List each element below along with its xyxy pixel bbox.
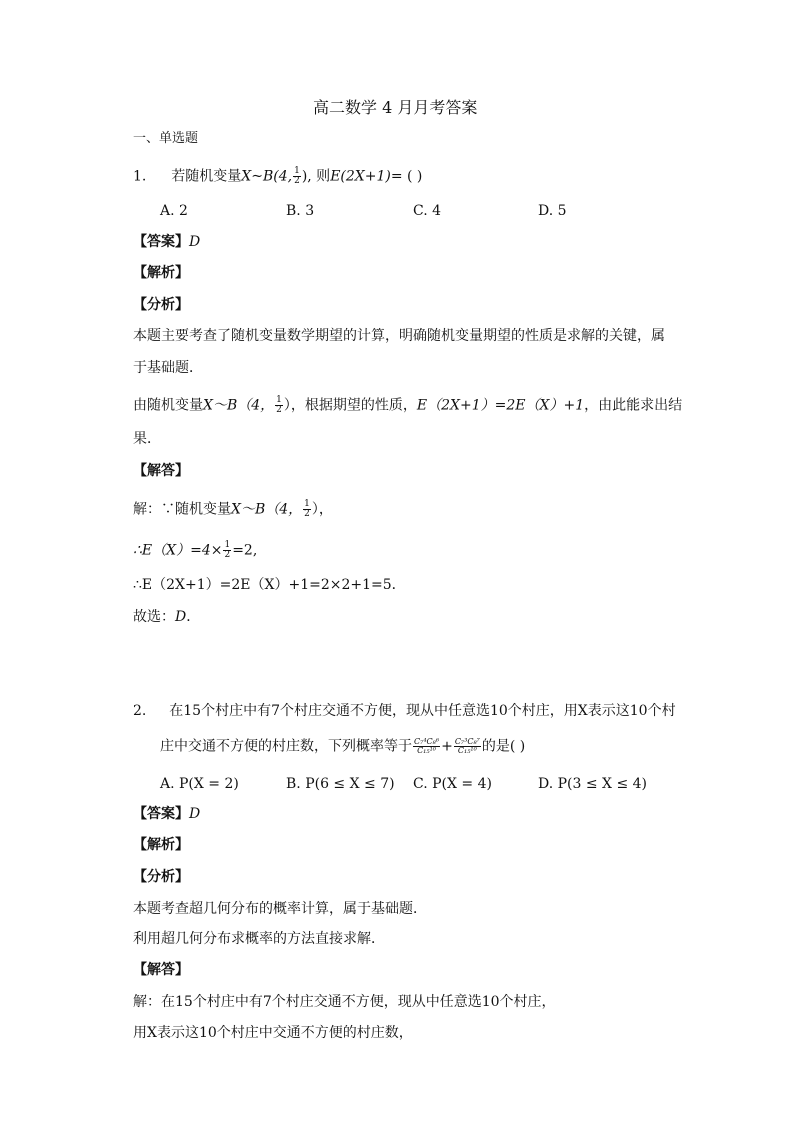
q1-fenxi-line1: 本题主要考查了随机变量数学期望的计算，明确随机变量期望的性质是求解的关键，属: [133, 328, 665, 344]
q2-option-c: C. P(X = 4): [413, 776, 492, 792]
q2-answer: 【答案】D: [133, 806, 201, 822]
q1-fenxi-line3: 由随机变量X～B（4， $\frac{1}{2}$ ），根据期望的性质，E（2X+1）=2E（X）+1，由此能求出结: [133, 395, 683, 415]
fraction: $\frac{1}{2}$: [304, 499, 310, 519]
q1-fenxi-line2: 于基础题．: [133, 360, 203, 376]
q2-solution-line2: 用X表示这10个村庄中交通不方便的村庄数，: [133, 1025, 413, 1041]
fraction: $\frac{1}{2}$: [276, 395, 282, 415]
q1-solution-line4: 故选：D．: [133, 609, 201, 625]
fraction: $\frac{1}{2}$: [224, 540, 231, 560]
q1-option-b: B. 3: [286, 203, 315, 219]
q2-stem-line2: 庄中交通不方便的村庄数，下列概率等于 $\frac{\text{C₇⁴C₈⁶}}{\text{C₁₅¹⁰}}$ + $\frac{\text{C₇³C₈⁷}}{\text{C₁₅¹⁰}}$ 的是( ): [160, 737, 526, 755]
q2-fenxi-line2: 利用超几何分布求概率的方法直接求解．: [133, 931, 385, 947]
q2-option-b: B. P(6 ≤ X ≤ 7): [286, 776, 395, 792]
binomial-fraction-1: $\frac{\text{C₇⁴C₈⁶}}{\text{C₁₅¹⁰}}$: [414, 737, 440, 755]
q1-option-d: D. 5: [538, 203, 567, 219]
q1-jiexi-heading: 【解析】: [133, 265, 189, 281]
q1-solution-line1: 解：∵随机变量X～B（4， $\frac{1}{2}$ ），: [133, 499, 333, 519]
q1-solution-line3: ∴E（2X+1）=2E（X）+1=2×2+1=5．: [133, 577, 406, 593]
q2-fenxi-line1: 本题考查超几何分布的概率计算，属于基础题．: [133, 901, 427, 917]
q1-stem: 1. 若随机变量X~B(4, $\frac{1}{2}$ ), 则E(2X+1)= ( ): [133, 166, 423, 186]
q1-fenxi-heading: 【分析】: [133, 297, 189, 313]
q1-solution-line2: ∴E（X）=4× $\frac{1}{2}$ =2,: [133, 540, 258, 560]
q2-stem-line1: 2. 在15个村庄中有7个村庄交通不方便，现从中任意选10个村庄，用X表示这10个村: [133, 703, 676, 719]
q1-number: 1.: [133, 168, 147, 185]
q2-number: 2.: [133, 703, 147, 719]
q2-option-a: A. P(X = 2): [160, 776, 239, 792]
q2-option-d: D. P(3 ≤ X ≤ 4): [538, 776, 648, 792]
q1-option-a: A. 2: [160, 203, 188, 219]
q2-jiexi-heading: 【解析】: [133, 837, 189, 853]
q1-answer: 【答案】D: [133, 234, 201, 250]
fraction: $\frac{1}{2}$: [294, 166, 300, 186]
binomial-fraction-2: $\frac{\text{C₇³C₈⁷}}{\text{C₁₅¹⁰}}$: [454, 737, 480, 755]
page-title: 高二数学 4 月月考答案: [313, 98, 478, 117]
q2-jieda-heading: 【解答】: [133, 962, 189, 978]
q2-fenxi-heading: 【分析】: [133, 869, 189, 885]
q1-option-c: C. 4: [413, 203, 442, 219]
q2-solution-line1: 解：在15个村庄中有7个村庄交通不方便，现从中任意选10个村庄，: [133, 994, 556, 1010]
q1-fenxi-line4: 果．: [133, 431, 161, 447]
section-heading: 一、单选题: [133, 131, 199, 146]
q1-jieda-heading: 【解答】: [133, 463, 189, 479]
